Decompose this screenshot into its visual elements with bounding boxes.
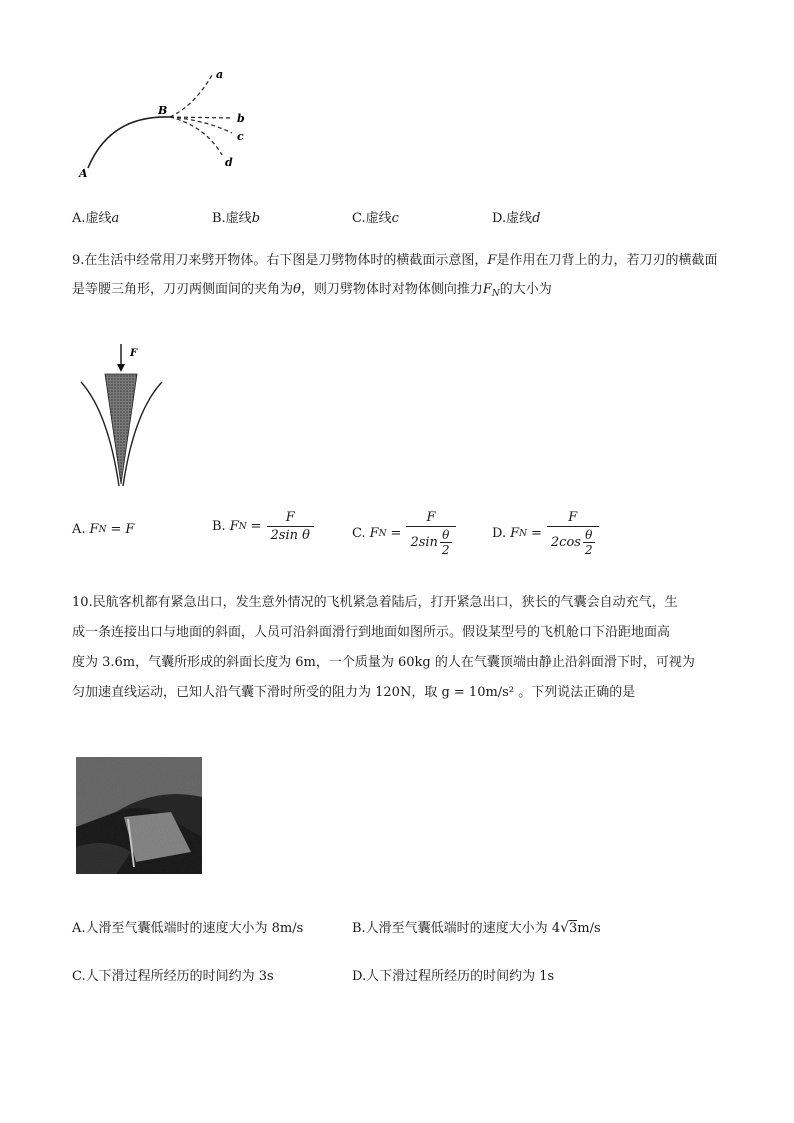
q10-option-a: A.人滑至气囊低端时的速度大小为 8m/s — [72, 921, 304, 936]
q9-stem: 9.在生活中经常用刀来劈开物体。右下图是刀劈物体时的横截面示意图，F是作用在刀背上的力，若刀刃的横截面是等腰三角形，刀刃两侧面间的夹角为θ，则刀劈物体时对物体侧向推力$F_N$的大小为 — [72, 253, 718, 299]
force-label: F — [130, 348, 138, 359]
trajectory-figure — [70, 60, 270, 185]
q8-option-b — [212, 207, 260, 226]
blade — [105, 374, 137, 484]
option-text: A.虚线 — [72, 211, 112, 226]
q10-option-b: B.人滑至气囊低端时的速度大小为 4√3m/s — [352, 920, 601, 936]
q10-option-d: D.人下滑过程所经历的时间约为 1s — [352, 969, 555, 984]
q10-stem: 10.民航客机都有紧急出口，发生意外情况的飞机紧急着陆后，打开紧急出口，狭长的气囊会自动充气，生 成一条连接出口与地面的斜面，人员可沿斜面滑行到地面如图所示。假设某型号的飞机舱口下沿距地面高 度为 3.6m，气囊所形成的斜面长度为 6m，一个质量为 60kg 的人在气囊顶端由静止沿斜面滑下时，可视为 匀加速直线运动，已知人沿气囊下滑时所受的阻力为 120N，取 g = 10m/s² 。下列说法正确的是 — [72, 595, 695, 700]
dashed-d — [170, 117, 222, 155]
fraction: $\frac{F}{\text{2sin θ}}$ — [267, 510, 314, 543]
q8-option-d — [492, 207, 540, 226]
arc-AB — [88, 117, 170, 168]
q9-option-d: D. F N = F 2cos θ 2 — [492, 510, 599, 557]
label-d: d — [225, 156, 233, 169]
option-text: B.虚线 — [212, 211, 252, 226]
label-B: B — [158, 104, 168, 117]
option-var: b — [251, 211, 261, 226]
q9-option-c: C. F N = F 2sin θ 2 — [352, 510, 456, 557]
label-a: a — [216, 68, 224, 81]
label-c: c — [237, 130, 244, 143]
q10-option-c: C.人下滑过程所经历的时间约为 3s — [72, 969, 274, 984]
fraction: F 2cos θ 2 — [547, 510, 599, 557]
fraction: F 2sin θ 2 — [406, 510, 455, 557]
label-b: b — [237, 112, 245, 125]
knife-figure — [78, 342, 168, 490]
option-var: d — [532, 211, 541, 226]
option-text: C.虚线 — [352, 211, 392, 226]
q9-option-b: B. F N = $\frac{F}{\text{2sin θ}}$ — [212, 510, 314, 543]
option-text: D.虚线 — [492, 211, 533, 226]
q8-option-c — [352, 207, 399, 226]
option-var: a — [111, 211, 120, 226]
option-var: c — [391, 211, 399, 226]
label-A: A — [79, 167, 88, 180]
q9-option-a: A. F N = F — [72, 522, 135, 537]
dashed-a — [170, 75, 212, 117]
airplane-slide-photo — [76, 757, 202, 874]
sqrt-symbol: √ — [560, 920, 570, 936]
q8-option-a — [72, 207, 119, 226]
